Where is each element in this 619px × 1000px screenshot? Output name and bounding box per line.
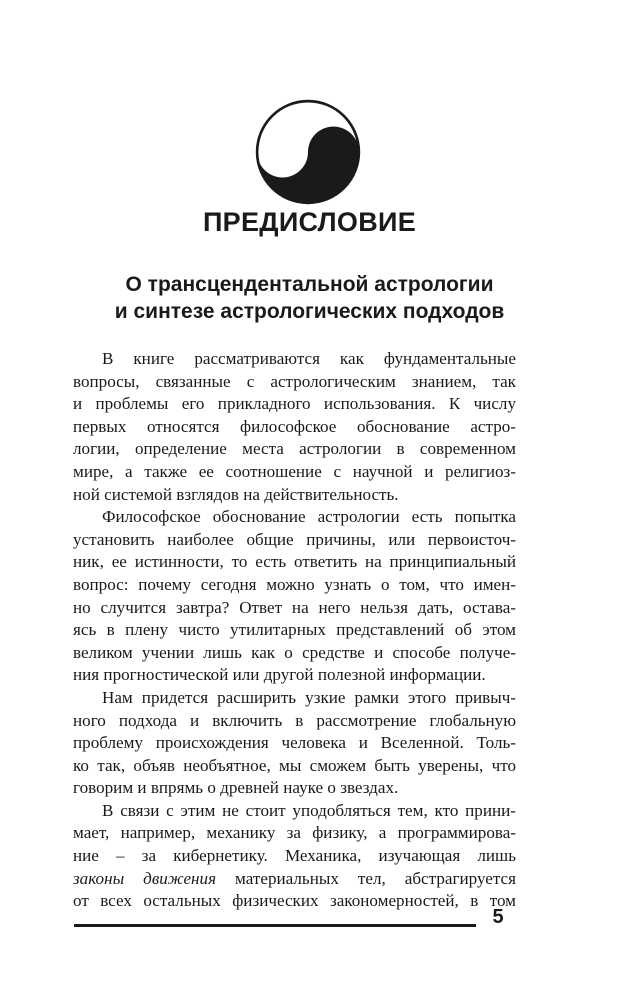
subtitle-line: и синтезе астрологических подходов xyxy=(114,300,505,323)
text-line: ко так, объяв необъятное, мы сможем быть уверены, что xyxy=(73,755,516,775)
text-line: вопрос: почему сегодня можно узнать о том, что имен- xyxy=(73,574,516,594)
text-line: от всех остальных физических закономерностей, в том xyxy=(73,891,516,911)
text-line: говорим и впрямь о древней науке о звездах. xyxy=(73,778,399,798)
text-line: установить наиболее общие причины, или первоисточ- xyxy=(73,529,516,549)
text-line: мает, например, механику за физику, а программирова- xyxy=(73,823,516,843)
text-line: великом учении лишь как о средстве и способе получе- xyxy=(73,642,516,662)
text-line: В связи с этим не стоит уподобляться тем, кто прини- xyxy=(102,800,516,820)
text-line: но случится завтра? Ответ на него нельзя дать, остава- xyxy=(73,597,516,617)
subtitle-line: О трансцендентальной астрологии xyxy=(125,273,494,296)
text-line: Философское обоснование астрологии есть попытка xyxy=(102,507,516,527)
yin-yang-icon xyxy=(255,99,361,205)
text-line: ной системой взглядов на действительность. xyxy=(73,484,399,504)
footer-rule xyxy=(74,924,476,927)
text-line: Нам придется расширить узкие рамки этого привыч- xyxy=(102,687,516,707)
text-line: логии, определение места астрологии в современном xyxy=(73,439,516,459)
text-line: ние – за кибернетику. Механика, изучающая лишь xyxy=(73,846,516,866)
chapter-subtitle xyxy=(0,271,619,325)
text-line: ник, ее истинности, то есть ответить на принципиальный xyxy=(73,552,516,572)
body-text xyxy=(73,348,516,913)
text-fragment: материальных тел, абстрагируется xyxy=(216,868,516,888)
text-line: ясь в плену чисто утилитарных представлений об этом xyxy=(73,620,516,640)
text-line: мире, а также ее соотношение с научной и религиоз- xyxy=(73,461,516,481)
chapter-title: ПРЕДИСЛОВИЕ xyxy=(202,207,417,237)
text-line: ного подхода и включить в рассмотрение глобальную xyxy=(73,710,516,730)
page-number: 5 xyxy=(492,906,504,928)
text-line xyxy=(73,868,516,891)
text-line: проблему происхождения человека и Вселенной. Толь- xyxy=(73,733,516,753)
text-line: ния прогностической или другой полезной информации. xyxy=(73,665,486,685)
text-line: вопросы, связанные с астрологическим знанием, так xyxy=(73,371,516,391)
italic-phrase: законы движения xyxy=(73,868,217,888)
text-line: первых относятся философское обоснование астро- xyxy=(73,416,516,436)
text-line: и проблемы его прикладного использования. К числу xyxy=(73,394,516,414)
text-line: В книге рассматриваются как фундаментальные xyxy=(102,349,516,368)
